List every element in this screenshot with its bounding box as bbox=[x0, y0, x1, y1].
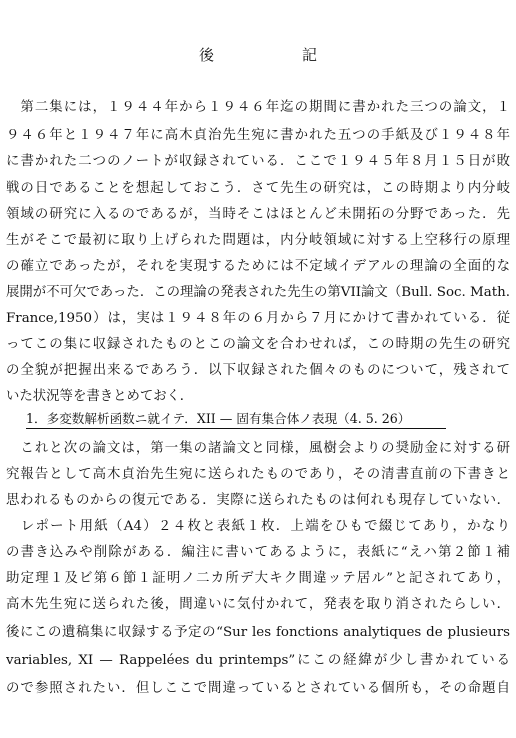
text-line: 第二集には，１９４４年から１９４６年迄の期間に書かれた三つの論文，１ bbox=[6, 100, 510, 115]
text-line: これと次の論文は，第一集の諸論文と同様，風樹会よりの奨励金に対する研 bbox=[6, 441, 510, 456]
text-line: の全貌が把握出来るであろう．以下収録された個々のものについて，残されて bbox=[6, 363, 510, 378]
text-line: 究報告として高木貞治先生宛に送られたものであり，その清書直前の下書きと bbox=[6, 467, 510, 482]
text-line: variables, XI — Rappelées du printemps”にこの経緯が少し書かれている bbox=[6, 653, 510, 668]
text-line: 戦の日であることを想起しておこう．さて先生の研究は，この時期より内分岐 bbox=[6, 181, 510, 196]
title-char-1: 後 bbox=[198, 46, 214, 64]
text-line: 後にこの遺稿集に収録する予定の“Sur les fonctions analytiques de plusieurs bbox=[6, 625, 510, 640]
text-line: の書き込みや削除がある．編注に書いてあるように，表紙に“えハ第２節１補 bbox=[6, 545, 510, 560]
page-title bbox=[0, 44, 516, 65]
text-line: ９４６年と１９４７年に高木貞治先生宛に書かれた五つの手紙及び１９４８年 bbox=[6, 128, 510, 143]
text-line: ってこの集に収録されたものとこの論文を合わせれば，この時期の先生の研究 bbox=[6, 337, 510, 352]
text-line: 生がそこで最初に取り上げられた問題は，内分岐領域に対する上空移行の原理 bbox=[6, 233, 510, 248]
text-line: 領域の研究に入るのであるが，当時そこはほとんど未開拓の分野であった．先 bbox=[6, 207, 510, 222]
text-line: 思われるものからの復元である．実際に送られたものは何れも現存していない． bbox=[6, 493, 510, 508]
text-line: 高木先生宛に送られた後，間違いに気付かれて，発表を取り消されたらしい． bbox=[6, 597, 510, 612]
text-line: 展開が不可欠であった．この理論の発表された先生の第VII論文（Bull. Soc. Math. bbox=[6, 285, 510, 300]
title-char-2: 記 bbox=[302, 46, 318, 64]
text-line: France,1950）は，実は１９４８年の６月から７月にかけて書かれている．従 bbox=[6, 311, 510, 326]
text-line: に書かれた二つのノートが収録されている．ここで１９４５年８月１５日が敗 bbox=[6, 154, 510, 169]
text-line: ので参照されたい．但しここで間違っているとされている個所も，その命題自 bbox=[6, 681, 510, 696]
text-line: 助定理１及ビ第６節１証明ノ二カ所デ大キク間違ッテ居ル”と記されてあり， bbox=[6, 571, 510, 586]
section-heading: 1．多変数解析函数ニ就イテ．XII — 固有集合体ノ表現（4. 5. 26） bbox=[26, 410, 446, 429]
text-line: いた状況等を書きとめておく． bbox=[6, 389, 194, 404]
text-line: レポート用紙（A4）２４枚と表紙１枚．上端をひもで綴じてあり，かなり bbox=[6, 519, 510, 534]
text-line: の確立であったが，それを実現するためには不定域イデアルの理論の全面的な bbox=[6, 259, 510, 274]
